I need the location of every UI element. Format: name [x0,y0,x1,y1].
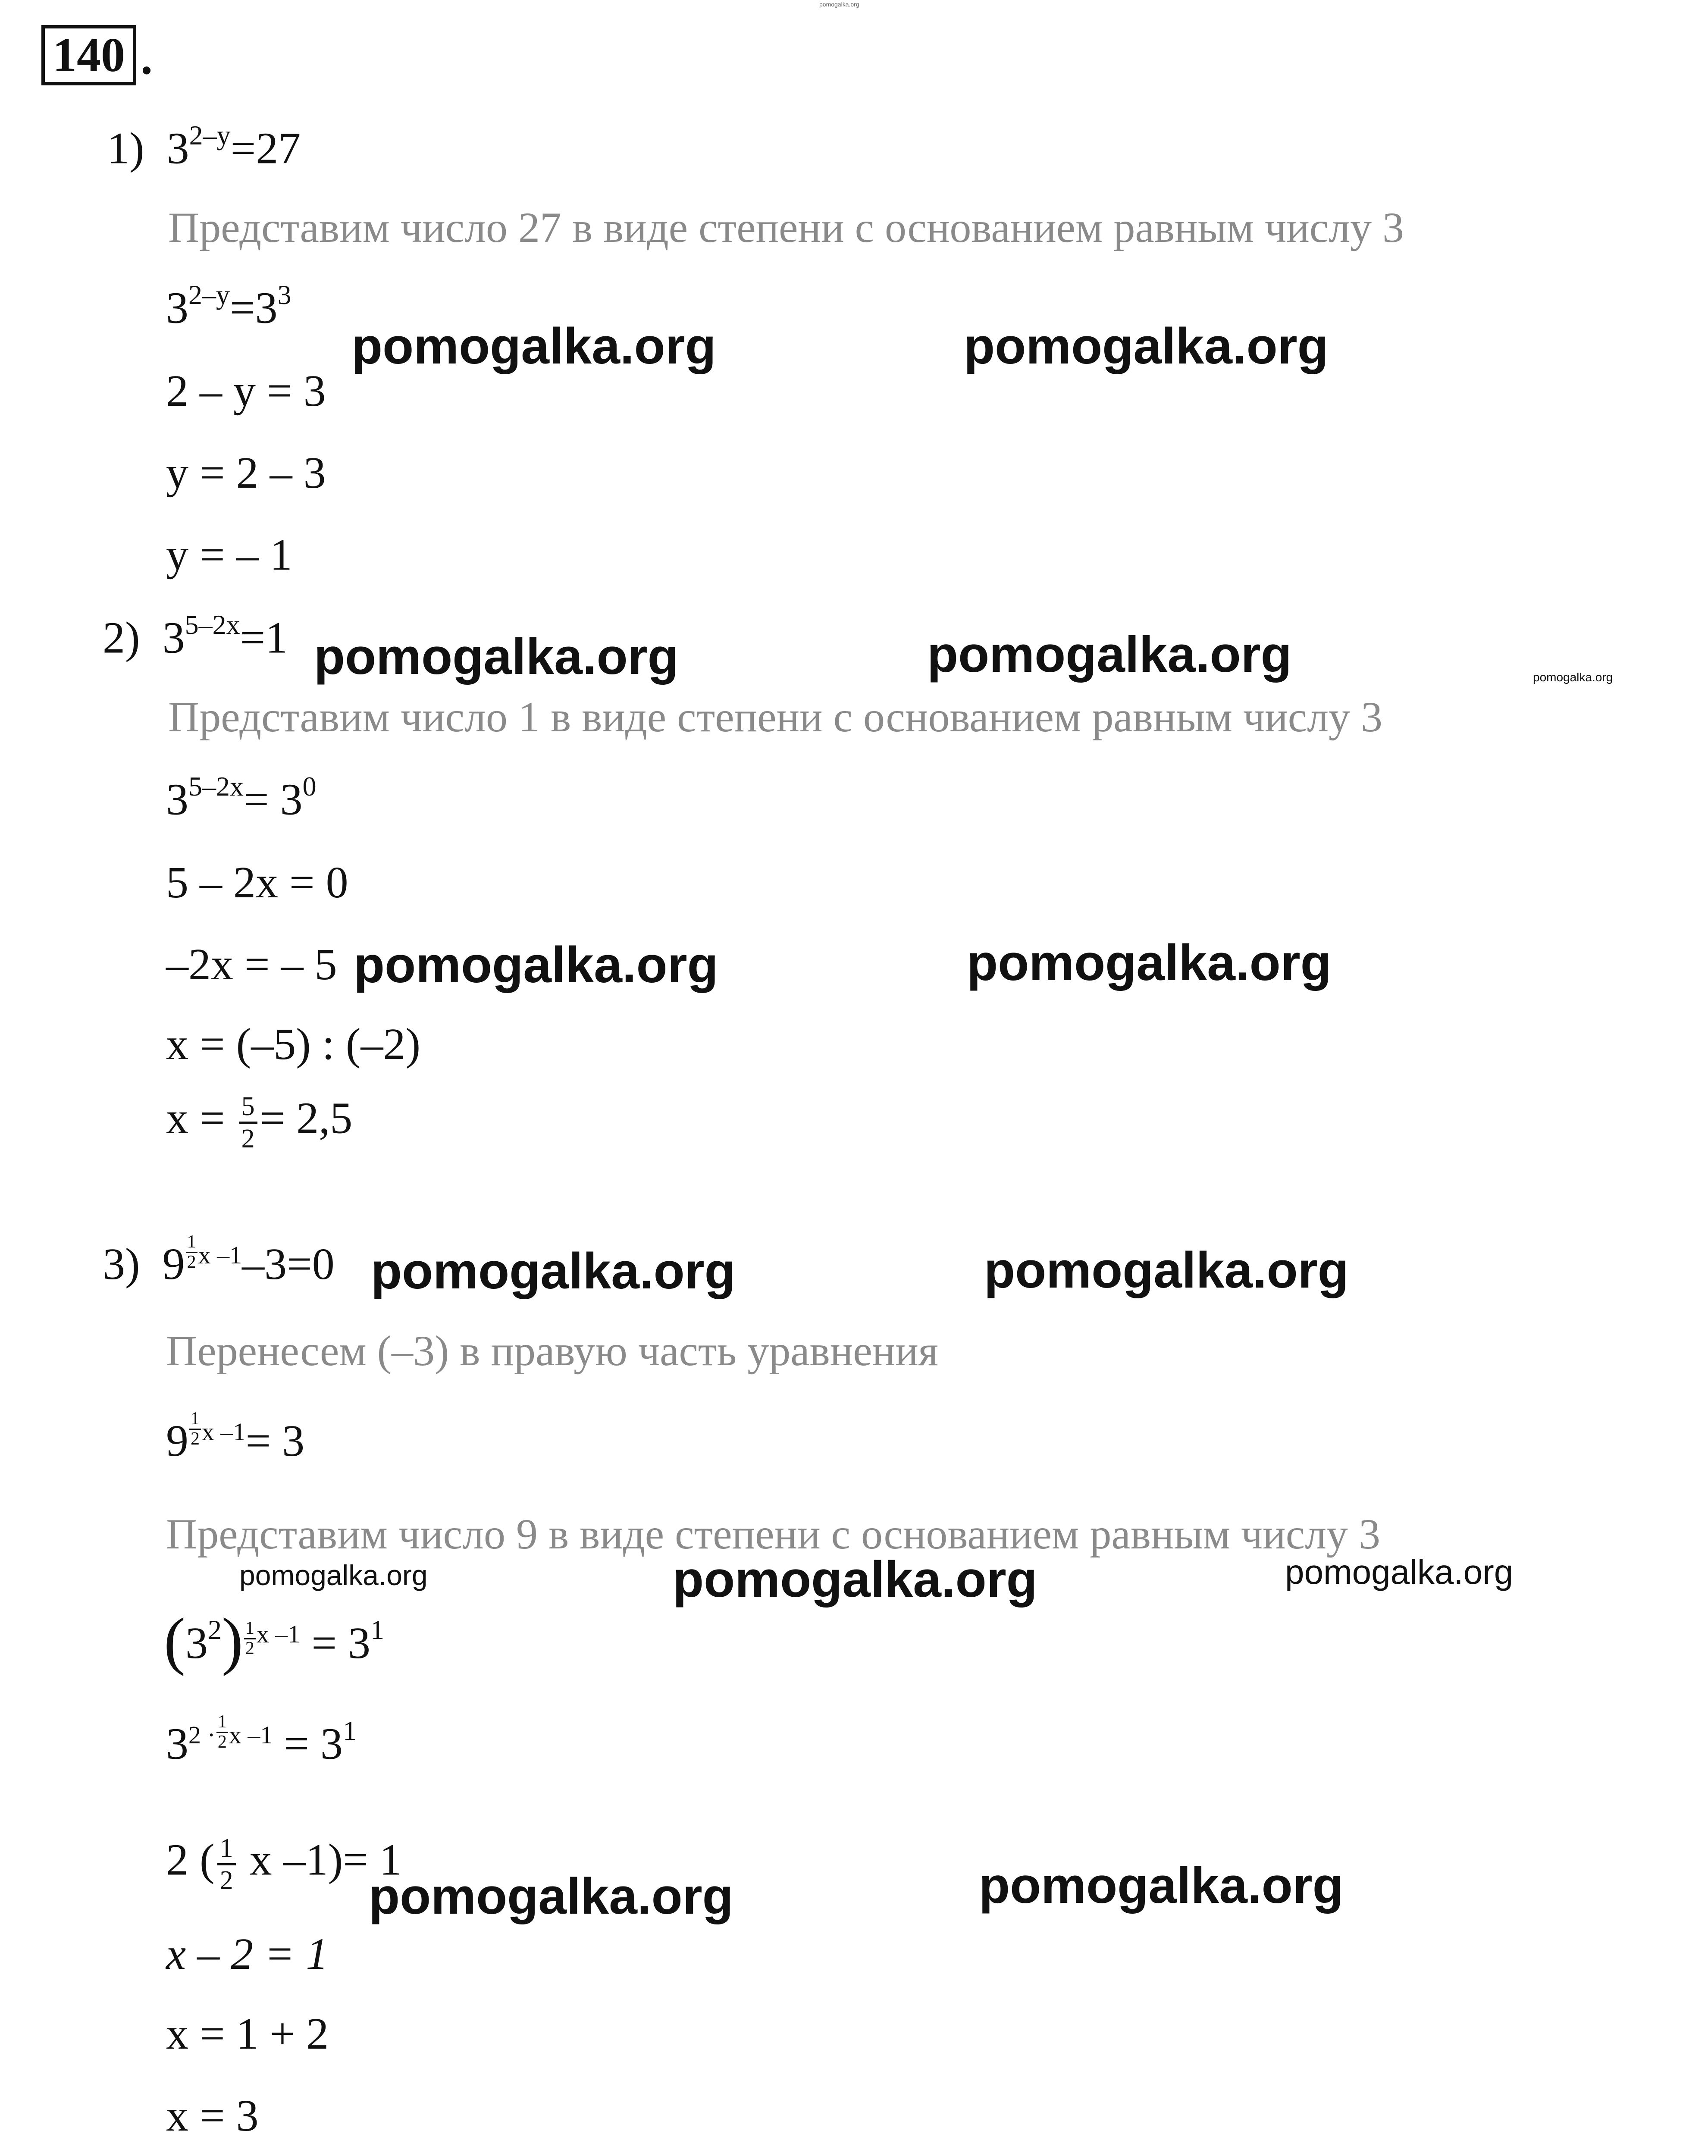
part-label: 3) [103,1239,140,1289]
watermark-large: pomogalka.org [967,934,1332,991]
fraction: $\frac{1}{2}$ [186,1233,197,1271]
watermark-large: pomogalka.org [371,1243,736,1300]
watermark-large: pomogalka.org [354,937,718,993]
part-3-note-2: Представим число 9 в виде степени с основанием равным числу 3 [166,1510,1381,1558]
part-2-line-6: x = $\frac{5}{2}$ = 2,5 [166,1092,353,1153]
watermark-small: pomogalka.org [1285,1553,1514,1591]
part-1-note: Представим число 27 в виде степени с основанием равным числу 3 [168,204,1404,251]
watermark-large: pomogalka.org [927,626,1292,683]
fraction: $\frac{1}{2}$ [244,1619,256,1658]
part-1-line-5: y = – 1 [166,530,292,580]
part-1-line-4: y = 2 – 3 [166,448,326,498]
part-2-line-4: –2x = – 5 [166,940,337,989]
fraction: $\frac{1}{2}$ [217,1835,236,1894]
part-3-line-5: 2 ( $\frac{1}{2}$ x –1)= 1 [166,1833,402,1895]
fraction: $\frac{5}{2}$ [239,1093,257,1152]
part-2-line-3: 5 – 2x = 0 [166,858,348,907]
watermark-large: pomogalka.org [673,1551,1037,1608]
watermark-tiny: pomogalka.org [1533,671,1613,684]
part-3-line-2: 9 $^{\frac{1}{2} x -1}$= 3 [166,1409,305,1466]
part-3-line-8: x = 3 [166,2091,259,2140]
watermark-small: pomogalka.org [239,1559,428,1591]
part-1-line-2: $3^{2-y}=3^3$ [166,279,291,333]
top-watermark: pomogalka.org [819,1,859,8]
watermark-large: pomogalka.org [964,318,1329,375]
part-3-line-6: x – 2 = 1 [166,1929,329,1979]
part-3-note-1: Перенесем (–3) в правую часть уравнения [166,1327,938,1375]
part-2-equation: 2) $3^{5-2x}=1$ [103,609,288,663]
part-2-note: Представим число 1 в виде степени с основанием равным числу 3 [168,693,1383,741]
part-2-line-5: x = (–5) : (–2) [166,1019,421,1069]
part-3-line-4: $3^{2 \cdot \frac{1}{2} x -1} = 3^1$ [166,1712,357,1769]
problem-number-dot: . [141,31,153,85]
fraction: $\frac{1}{2}$ [189,1410,201,1448]
watermark-large: pomogalka.org [984,1242,1349,1299]
part-3-equation: 3) 9 $^{\frac{1}{2} x -1}$–3=0 [103,1232,335,1289]
watermark-large: pomogalka.org [351,318,716,375]
part-3-line-3: $(3^2)$ $^{\frac{1}{2} x -1} = 3^1$ [164,1605,385,1677]
watermark-large: pomogalka.org [314,628,679,685]
part-1-line-3: 2 – y = 3 [166,366,326,416]
watermark-large: pomogalka.org [979,1857,1344,1914]
part-1-equation: 1) $3^{2-y}=27$ [107,120,301,173]
part-label: 1) [107,123,144,173]
part-3-line-7: x = 1 + 2 [166,2009,329,2059]
part-label: 2) [103,613,140,663]
watermark-large: pomogalka.org [369,1868,733,1925]
fraction: $\frac{1}{2}$ [216,1713,228,1751]
problem-number: 140 [41,25,136,85]
part-2-line-2: $3^{5-2x}= 3^0$ [166,771,317,824]
